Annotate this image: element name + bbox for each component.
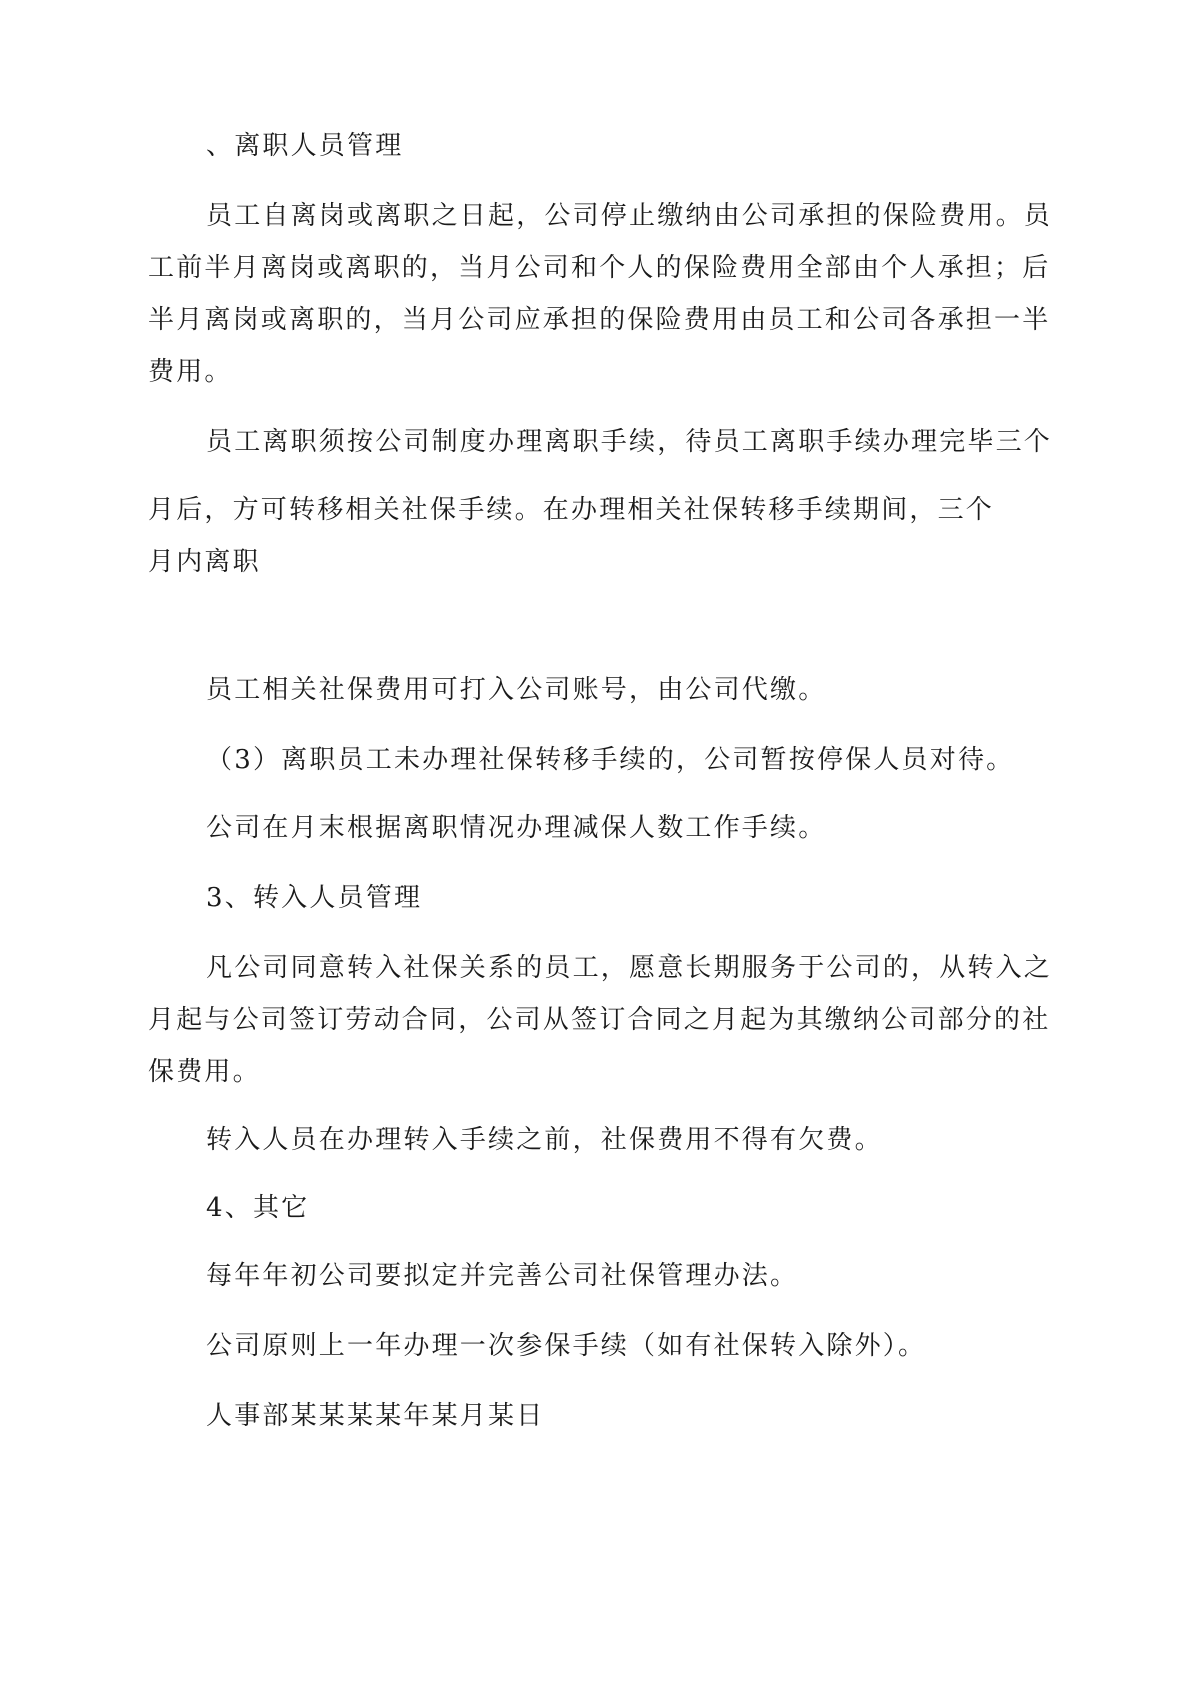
paragraph-line: 转入人员在办理转入手续之前，社保费用不得有欠费。 [206, 1125, 883, 1155]
paragraph-line: 月后，方可转移相关社保手续。在办理相关社保转移手续期间，三个 [148, 495, 995, 525]
paragraph-line: 员工离职须按公司制度办理离职手续，待员工离职手续办理完毕三个 [206, 427, 1053, 457]
paragraph-line: 公司原则上一年办理一次参保手续（如有社保转入除外）。 [206, 1331, 927, 1361]
paragraph-line: 保费用。 [148, 1057, 261, 1087]
section-heading-other: 4、其它 [206, 1193, 310, 1223]
paragraph-line: 工前半月离岗或离职的，当月公司和个人的保险费用全部由个人承担；后 [148, 253, 1051, 283]
paragraph-line: 员工自离岗或离职之日起，公司停止缴纳由公司承担的保险费用。员 [206, 201, 1053, 231]
paragraph-line: 每年年初公司要拟定并完善公司社保管理办法。 [206, 1261, 799, 1291]
paragraph-line: 凡公司同意转入社保关系的员工，愿意长期服务于公司的，从转入之 [206, 953, 1053, 983]
paragraph-line: 半月离岗或离职的，当月公司应承担的保险费用由员工和公司各承担一半 [148, 305, 1051, 335]
signature-line: 人事部某某某某年某月某日 [206, 1401, 545, 1431]
paragraph-line: （3）离职员工未办理社保转移手续的，公司暂按停保人员对待。 [206, 745, 1015, 775]
section-heading-resignation: 、离职人员管理 [206, 131, 404, 161]
paragraph-line: 月起与公司签订劳动合同，公司从签订合同之月起为其缴纳公司部分的社 [148, 1005, 1051, 1035]
paragraph-line: 费用。 [148, 357, 233, 387]
section-heading-transfer-in: 3、转入人员管理 [206, 883, 423, 913]
paragraph-line: 公司在月末根据离职情况办理减保人数工作手续。 [206, 813, 827, 843]
paragraph-line: 员工相关社保费用可打入公司账号，由公司代缴。 [206, 675, 827, 705]
paragraph-line: 月内离职 [148, 547, 261, 577]
